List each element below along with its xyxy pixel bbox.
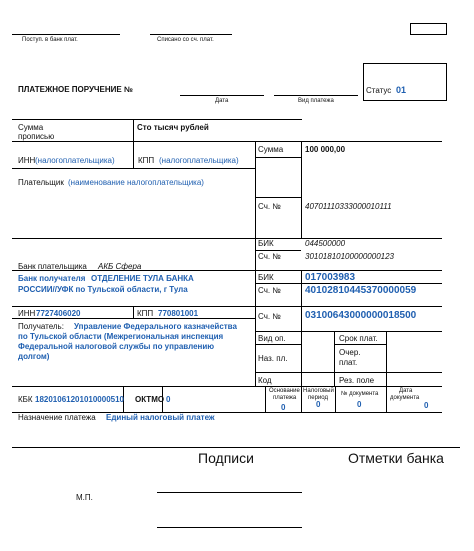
payer-account-label: Сч. № — [258, 202, 281, 211]
col-line-kpp — [133, 141, 134, 168]
payee-name-4: долгом) — [18, 352, 50, 361]
payee-name-1: Управление Федерального казначейства — [74, 322, 237, 331]
docdate-label-2: документа — [390, 395, 420, 401]
op-type-label: Вид оп. — [258, 334, 286, 343]
payer-inn-label: ИНН — [18, 156, 36, 165]
status-value: 01 — [396, 85, 407, 95]
stamp-label: М.П. — [76, 493, 93, 502]
period-label-1: Налоговый — [303, 388, 334, 394]
row-line-payee-inn — [12, 306, 442, 307]
purpose-bottom-line — [12, 447, 460, 448]
payee-name-3: Федеральной налоговой службы по управлению — [18, 342, 215, 351]
amount-words-value: Сто тысяч рублей — [137, 123, 209, 132]
purpose-code-top-line — [255, 344, 301, 345]
amount-words-divider — [133, 119, 134, 141]
payer-hint: (наименование налогоплательщика) — [68, 178, 204, 187]
row-line-payer-bank — [12, 238, 255, 239]
received-label: Поступ. в банк плат. — [22, 37, 78, 43]
payee-inn-label: ИНН — [18, 309, 36, 318]
order-label-1: Очер. — [339, 348, 361, 357]
payer-bik-label: БИК — [258, 239, 274, 248]
debited-label: Списано со сч. плат. — [157, 37, 214, 43]
payee-bank-label: Банк получателя — [18, 274, 86, 283]
docdate-value: 0 — [424, 401, 429, 410]
payer-corr-label: Сч. № — [258, 252, 281, 261]
amount-words-label: Сумма — [18, 123, 44, 132]
docnum-label: № документа — [341, 391, 379, 397]
due-label: Срок плат. — [339, 334, 378, 343]
payment-type-line — [274, 95, 358, 96]
signatures-label: Подписи — [198, 450, 254, 466]
payee-bik-label: БИК — [258, 273, 274, 282]
reserve-col-line — [386, 331, 387, 386]
op-type-top-line — [255, 331, 442, 332]
payee-bank-name-2: РОССИИ//УФК по Тульской области, г Тула — [18, 285, 188, 294]
sum-value: 100 000,00 — [305, 145, 346, 154]
docnum-value: 0 — [357, 400, 362, 409]
kbk-label: КБК — [18, 395, 33, 404]
bank-marks-label: Отметки банка — [348, 450, 444, 466]
purpose-code-label: Наз. пл. — [258, 354, 288, 363]
sum-label-line — [255, 157, 301, 158]
col-line-payee-kpp — [133, 306, 134, 318]
payer-bank-name: АКБ Сфера — [98, 262, 142, 271]
basis-label-2: платежа — [273, 395, 297, 401]
col-line-due — [334, 331, 335, 386]
table-top-line — [12, 119, 302, 120]
period-value: 0 — [316, 400, 321, 409]
payer-kpp-label: КПП — [138, 156, 155, 165]
purpose-label: Назначение платежа — [18, 413, 96, 422]
payer-account-top-line — [255, 197, 301, 198]
payment-type-label: Вид платежа — [298, 98, 334, 104]
status-label: Статус — [366, 86, 392, 95]
payer-bik-value: 044500000 — [305, 239, 346, 248]
basis-value: 0 — [281, 403, 286, 412]
signature-line-2 — [157, 527, 302, 528]
tax-col-4 — [301, 386, 302, 412]
payer-bank-label: Банк плательщика — [18, 262, 87, 271]
date-line — [180, 95, 264, 96]
row-line-payee — [12, 318, 255, 319]
purpose-value: Единый налоговый платеж — [106, 413, 215, 422]
payer-account-value: 40701110333000010111 — [305, 202, 392, 211]
payer-bik-top-line — [255, 238, 442, 239]
payee-bik-value: 017003983 — [305, 272, 356, 283]
payer-kpp-hint: (налогоплательщика) — [159, 156, 239, 165]
payer-label: Плательщик — [18, 178, 64, 187]
payer-inn-hint: (налогоплательщика) — [35, 156, 115, 165]
payee-label: Получатель: — [18, 322, 64, 331]
oktmo-value: 0 — [166, 395, 171, 404]
payee-inn-value: 7727406020 — [36, 309, 81, 318]
docdate-label-1: Дата — [399, 388, 413, 394]
debited-date-line — [150, 34, 232, 35]
received-date-line — [12, 34, 120, 35]
payee-corr-value: 40102810445370000059 — [305, 285, 417, 296]
tax-col-3 — [265, 386, 266, 412]
order-label-2: плат. — [339, 358, 358, 367]
code-label: Код — [258, 376, 272, 385]
date-label: Дата — [215, 98, 229, 104]
col-line-values-1 — [301, 141, 302, 238]
code-top-line — [255, 372, 442, 373]
page-title: ПЛАТЕЖНОЕ ПОРУЧЕНИЕ № — [18, 85, 133, 94]
kbk-value: 18201061201010000510 — [35, 395, 124, 404]
payee-name-2: по Тульской области (Межрегиональная инспекция — [18, 332, 224, 341]
payee-bank-name-1: ОТДЕЛЕНИЕ ТУЛА БАНКА — [91, 274, 194, 283]
payer-corr-top-line — [255, 250, 301, 251]
payee-corr-top-line — [255, 283, 442, 284]
tax-col-5 — [335, 386, 336, 412]
payee-kpp-label: КПП — [137, 309, 154, 318]
col-line-labels — [255, 141, 256, 386]
reserve-label: Рез. поле — [339, 376, 375, 385]
payee-kpp-value: 770801001 — [158, 309, 199, 318]
signature-line-1 — [157, 492, 302, 493]
form-code-box — [410, 23, 447, 35]
col-line-values-2 — [301, 270, 302, 386]
basis-label-1: Основание — [269, 388, 300, 394]
payee-account-label: Сч. № — [258, 312, 281, 321]
row-line-inn — [12, 141, 442, 142]
amount-words-label-2: прописью — [18, 132, 55, 141]
order-top-line — [334, 344, 386, 345]
sum-label: Сумма — [258, 145, 284, 154]
status-box — [363, 63, 447, 101]
payer-corr-value: 30101810100000000123 — [305, 252, 394, 261]
oktmo-label: ОКТМО — [135, 395, 165, 404]
row-line-payer — [12, 168, 255, 169]
payee-account-value: 03100643000000018500 — [305, 310, 417, 321]
row-line-tax — [12, 386, 442, 387]
payee-corr-label: Сч. № — [258, 286, 281, 295]
tax-col-6 — [386, 386, 387, 412]
period-label-2: период — [308, 395, 328, 401]
